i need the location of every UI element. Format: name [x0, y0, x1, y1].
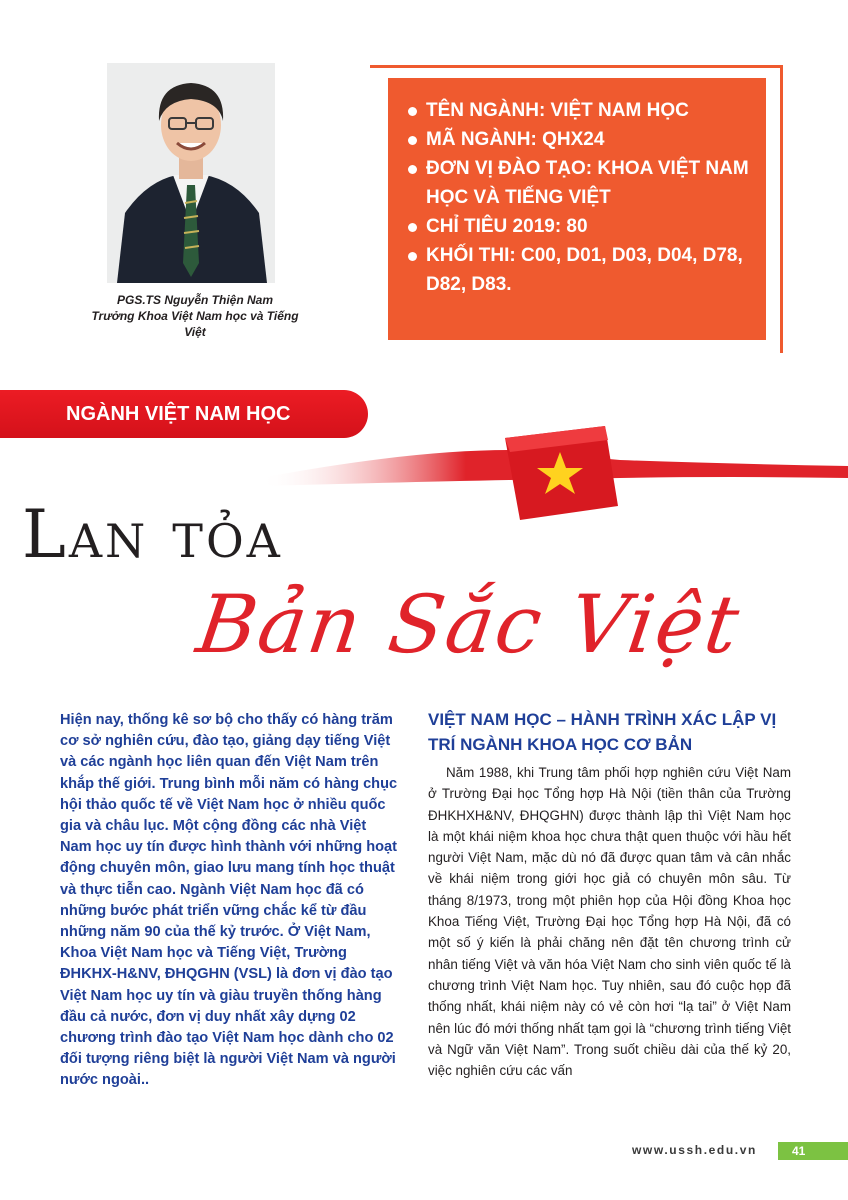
info-item-code: MÃ NGÀNH: QHX24 — [408, 125, 750, 154]
page-number: 41 — [778, 1142, 848, 1160]
info-item-exam-blocks: KHỐI THI: C00, D01, D03, D04, D78, D82, D83. — [408, 241, 750, 299]
portrait-photo — [107, 63, 275, 283]
title-line-2: Bản Sắc Việt — [191, 578, 747, 671]
info-item-unit: ĐƠN VỊ ĐÀO TẠO: KHOA VIỆT NAM HỌC VÀ TIẾNG VIỆT — [408, 154, 750, 212]
flag-ribbon-icon — [260, 420, 848, 530]
caption-name: PGS.TS Nguyễn Thiện Nam — [116, 293, 274, 307]
info-item-quota: CHỈ TIÊU 2019: 80 — [408, 212, 750, 241]
lead-paragraph: Hiện nay, thống kê sơ bộ cho thấy có hàng trăm cơ sở nghiên cứu, đào tạo, giảng dạy tiếng Việt và các ngành học liên quan đến Việt Nam trên khắp thế giới. Trung bình mỗi năm có hàng chục hội thảo quốc tế về Việt Nam học ở nhiều quốc gia và châu lục. Một cộng đồng các nhà Việt Nam học uy tín được hình thành với những hoạt động chuyên môn, giao lưu mang tính học thuật và thực tiễn cao. Ngành Việt Nam học đã có những bước phát triển vững chắc kể từ đầu những năm 90 của thế kỷ trước. Ở Việt Nam, Khoa Việt Nam học và Tiếng Việt, Trường ĐHKHX-H&NV, ĐHQGHN (VSL) là đơn vị đào tạo Việt Nam học uy tín và giàu truyền thống hàng đầu cả nước, đơn vị duy nhất xây dựng 02 chương trình đào tạo Việt Nam học dành cho 02 đối tượng riêng biệt là người Việt Nam và người nước ngoài.. — [60, 712, 398, 1089]
bullet-icon — [408, 223, 417, 232]
bullet-icon — [408, 252, 417, 261]
article-body: Năm 1988, khi Trung tâm phối hợp nghiên cứu Việt Nam ở Trường Đại học Tổng hợp Hà Nội (tiền thân của Trường ĐHKHXH&NV, ĐHQGHN) được thành lập thì Việt Nam học là một khái niệm khoa học chưa thật quen thuộc với hầu hết người Việt Nam, mặc dù nó đã được quan tâm và cân nhắc về khái niệm trong giới học giả có chuyên môn sâu. Từ tháng 8/1973, trong một phiên họp của Hội đồng Khoa học Khoa Tiếng Việt, Trường Đại học Tổng hợp Hà Nội, đã có một số ý kiến là phải chăng nên đặt tên chương trình cử nhân tiếng Việt và văn hóa Việt Nam cho sinh viên quốc tế là chương trình Việt Nam học. Tuy nhiên, sau đó cuộc họp đã thống nhất, khái niệm này có vẻ còn hơi “lạ tai” ở Việt Nam nên lúc đó mới thống nhất tạm gọi là “chương trình tiếng Việt và Ngữ văn Việt Nam”. Trong suốt chiều dài của thế kỷ 20, việc nghiên cứu các vấn — [428, 765, 791, 1079]
portrait-caption — [80, 292, 310, 340]
program-info-box — [388, 78, 766, 340]
caption-title: Trưởng Khoa Việt Nam học và Tiếng Việt — [91, 309, 299, 339]
section-tag: NGÀNH VIỆT NAM HỌC — [0, 390, 368, 438]
bullet-icon — [408, 165, 417, 174]
bullet-icon — [408, 136, 417, 145]
info-item-name: TÊN NGÀNH: VIỆT NAM HỌC — [408, 96, 750, 125]
title-line-1: Lan tỏa — [22, 496, 283, 573]
footer-website-link[interactable]: www.ussh.edu.vn — [632, 1143, 757, 1157]
bullet-icon — [408, 107, 417, 116]
article-heading: VIỆT NAM HỌC – HÀNH TRÌNH XÁC LẬP VỊ TRÍ NGÀNH KHOA HỌC CƠ BẢN — [428, 710, 777, 754]
